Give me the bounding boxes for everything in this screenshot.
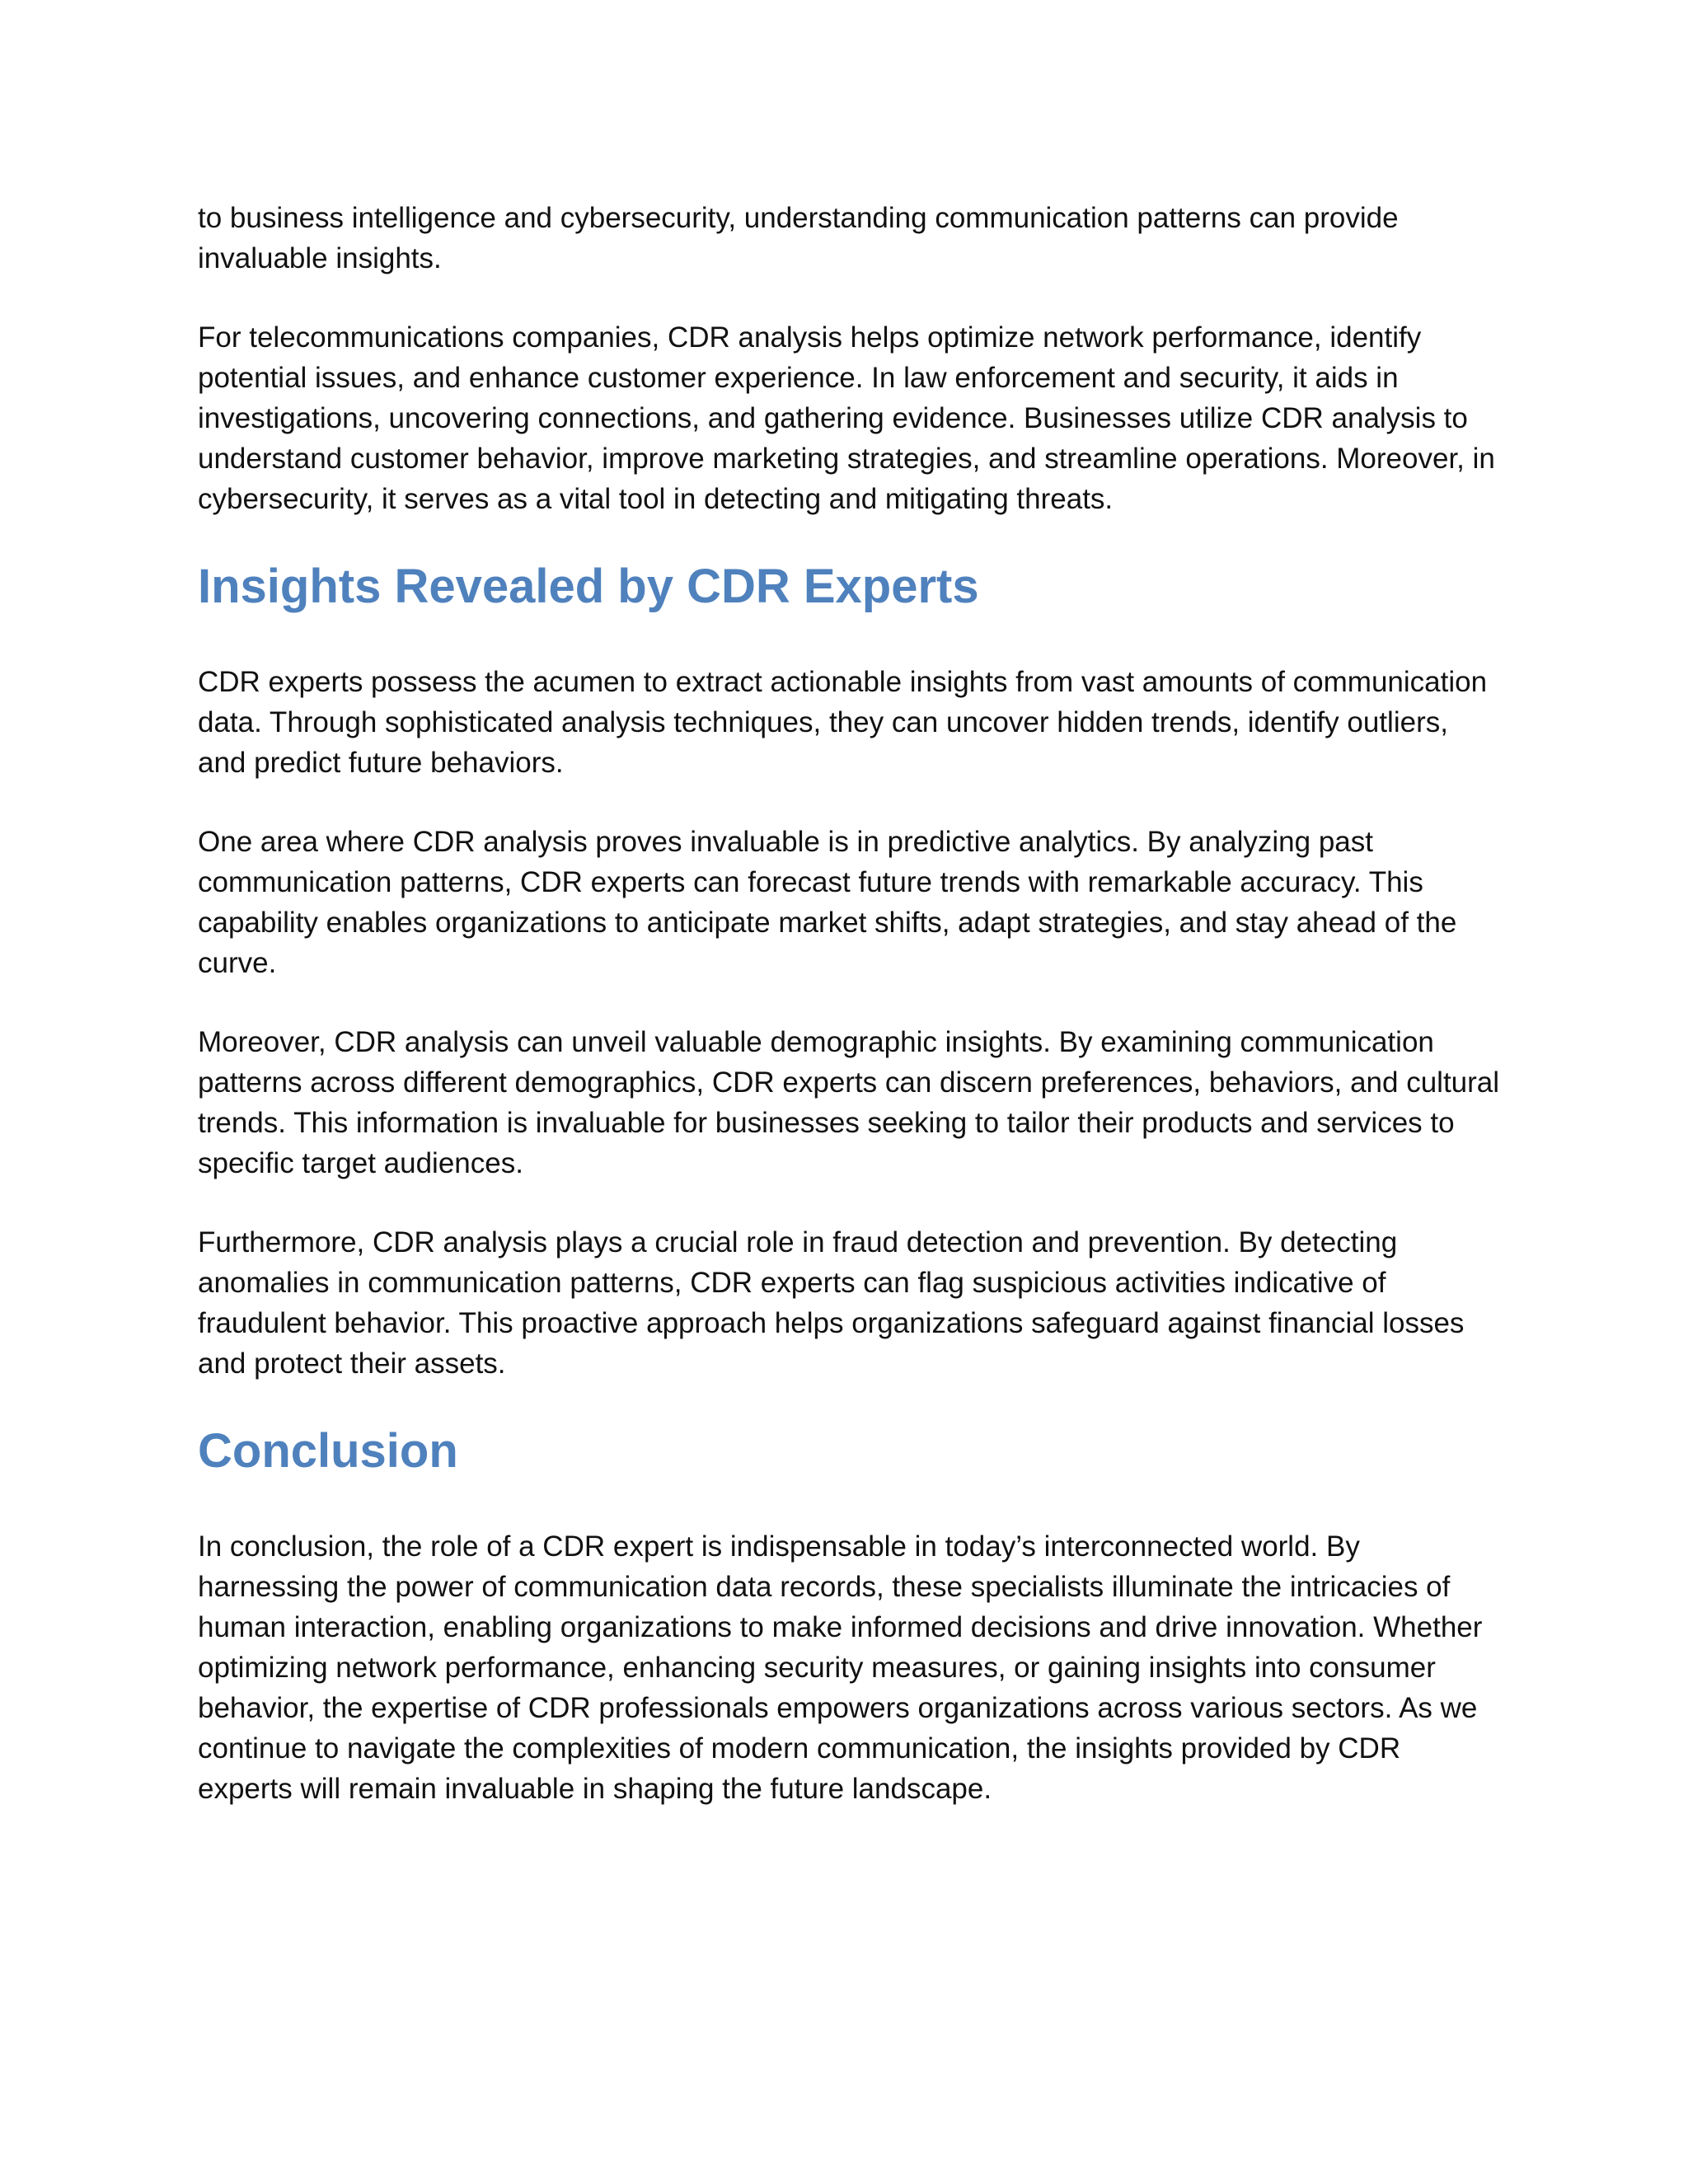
heading-conclusion: Conclusion xyxy=(198,1424,458,1478)
heading-insights: Insights Revealed by CDR Experts xyxy=(198,560,979,613)
paragraph-insights-4: Furthermore, CDR analysis plays a crucial role in fraud detection and prevention. By detecting anomalies in communication patterns, CDR experts can flag suspicious activities indicative of fraudulent behavior. This proactive approach helps organizations safeguard against financial losses and protect their assets. xyxy=(198,1226,1465,1380)
document-body xyxy=(198,198,1500,1848)
paragraph-insights-2: One area where CDR analysis proves invaluable is in predictive analytics. By analyzing past communication patterns, CDR experts can forecast future trends with remarkable accuracy. This capability enables organizations to anticipate market shifts, adapt strategies, and stay ahead of the curve. xyxy=(198,826,1457,979)
paragraph-insights-3: Moreover, CDR analysis can unveil valuable demographic insights. By examining communication patterns across different demographics, CDR experts can discern preferences, behaviors, and cultural trends. This information is invaluable for businesses seeking to tailor their products and services to specific target audiences. xyxy=(198,1026,1500,1179)
paragraph-conclusion: In conclusion, the role of a CDR expert is indispensable in today’s interconnected world. By harnessing the power of communication data records, these specialists illuminate the intricacies of human interaction, enabling organizations to make informed decisions and drive innovation. Whether optimizing network performance, enhancing security measures, or gaining insights into consumer behavior, the expertise of CDR professionals empowers organizations across various sectors. As we continue to navigate the complexities of modern communication, the insights provided by CDR experts will remain invaluable in shaping the future landscape. xyxy=(198,1530,1483,1805)
paragraph-use-cases: For telecommunications companies, CDR analysis helps optimize network performance, identify potential issues, and enhance customer experience. In law enforcement and security, it aids in investigations, uncovering connections, and gathering evidence. Businesses utilize CDR analysis to understand customer behavior, improve marketing strategies, and streamline operations. Moreover, in cybersecurity, it serves as a vital tool in detecting and mitigating threats. xyxy=(198,321,1495,515)
paragraph-insights-1: CDR experts possess the acumen to extract actionable insights from vast amounts of communication data. Through sophisticated analysis techniques, they can uncover hidden trends, identify outliers, and predict future behaviors. xyxy=(198,666,1488,779)
paragraph-intro-continuation: to business intelligence and cybersecurity, understanding communication patterns can provide invaluable insights. xyxy=(198,202,1399,274)
